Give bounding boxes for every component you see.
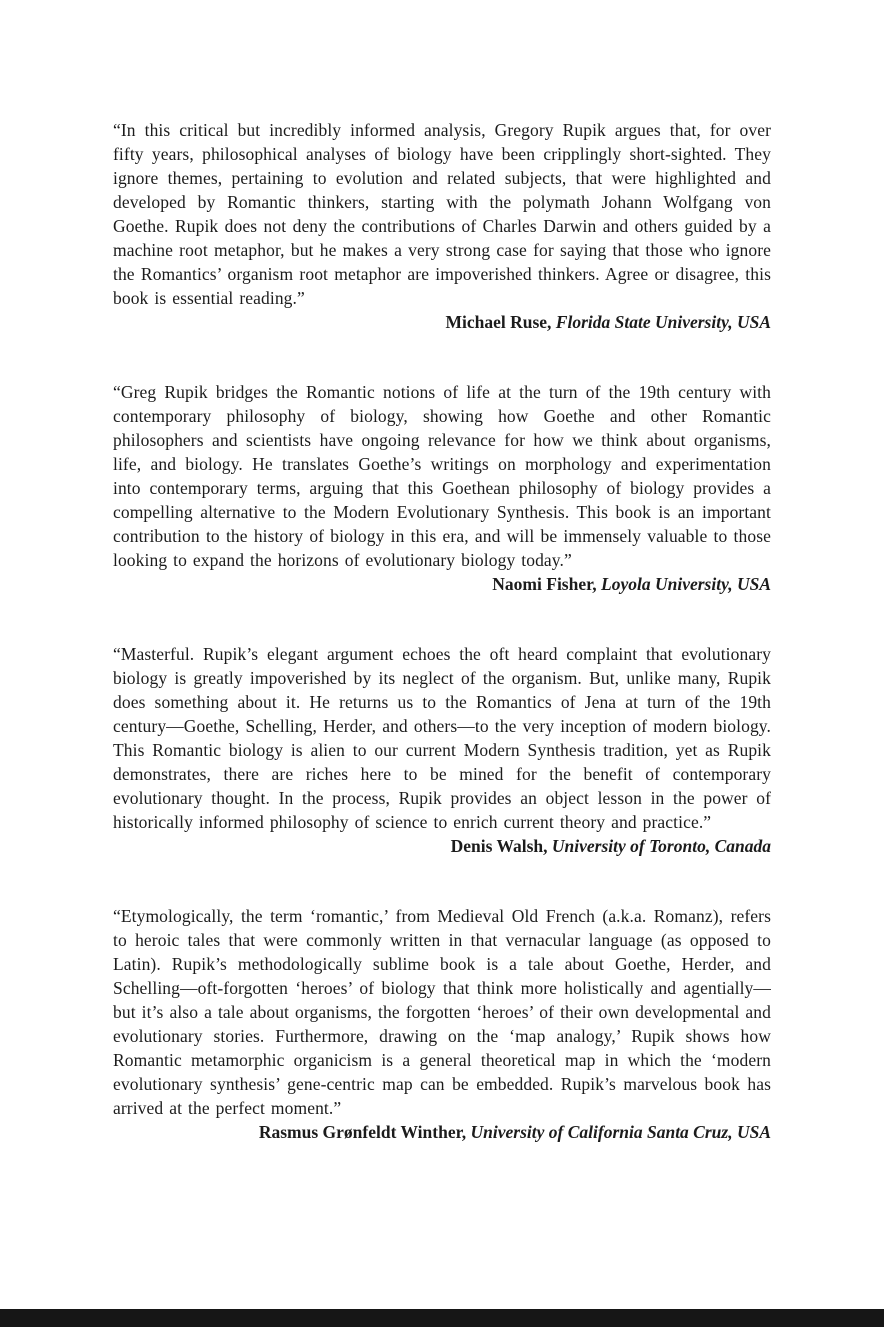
endorsement-quote: “Masterful. Rupik’s elegant argument echoes the oft heard complaint that evolutionary biology is greatly impoverished by its neglect of the organism. But, unlike many, Rupik does something about it. He returns us to the Romantics of Jena at turn of the 19th century—Goethe, Schelling, Herder, and others—to the very inception of modern biology. This Romantic biology is alien to our current Modern Synthesis tradition, yet as Rupik demonstrates, there are riches here to be mined for the benefit of contemporary evolutionary thought. In the process, Rupik provides an object lesson in the power of historically informed philosophy of science to enrich current theory and practice.” bbox=[113, 644, 771, 832]
endorsement-block bbox=[113, 642, 771, 858]
endorsement-block bbox=[113, 904, 771, 1144]
endorsement-attribution bbox=[113, 1120, 771, 1144]
endorser-affiliation: University of California Santa Cruz, USA bbox=[470, 1122, 771, 1142]
endorsements-content bbox=[113, 118, 771, 1190]
endorsement-quote: “Greg Rupik bridges the Romantic notions of life at the turn of the 19th century with contemporary philosophy of biology, showing how Goethe and other Romantic philosophers and scientists have ongoing relevance for how we think about organisms, life, and biology. He translates Goethe’s writings on morphology and experimentation into contemporary terms, arguing that this Goethean philosophy of biology provides a compelling alternative to the Modern Evolutionary Synthesis. This book is an important contribution to the history of biology in this era, and will be immensely valuable to those looking to expand the horizons of evolutionary biology today.” bbox=[113, 382, 771, 570]
endorser-affiliation: Florida State University, USA bbox=[555, 312, 771, 332]
endorsement-attribution bbox=[113, 572, 771, 596]
endorser-name: Naomi Fisher, bbox=[492, 574, 597, 594]
endorsement-block bbox=[113, 380, 771, 596]
endorser-name: Rasmus Grønfeldt Winther, bbox=[258, 1122, 467, 1142]
endorsement-quote: “In this critical but incredibly informed analysis, Gregory Rupik argues that, for over fifty years, philosophical analyses of biology have been cripplingly short-sighted. They ignore themes, pertaining to evolution and related subjects, that were highlighted and developed by Romantic thinkers, starting with the polymath Johann Wolfgang von Goethe. Rupik does not deny the contributions of Charles Darwin and others guided by a machine root metaphor, but he makes a very strong case for saying that those who ignore the Romantics’ organism root metaphor are impoverished thinkers. Agree or disagree, this book is essential reading.” bbox=[113, 120, 771, 308]
endorsement-attribution bbox=[113, 834, 771, 858]
endorser-affiliation: University of Toronto, Canada bbox=[551, 836, 771, 856]
endorser-name: Michael Ruse, bbox=[445, 312, 552, 332]
endorsement-block bbox=[113, 118, 771, 334]
endorsement-attribution bbox=[113, 310, 771, 334]
endorser-affiliation: Loyola University, USA bbox=[601, 574, 771, 594]
endorser-name: Denis Walsh, bbox=[450, 836, 548, 856]
endorsement-quote: “Etymologically, the term ‘romantic,’ from Medieval Old French (a.k.a. Romanz), refers to heroic tales that were commonly written in that vernacular language (as opposed to Latin). Rupik’s methodologically sublime book is a tale about Goethe, Herder, and Schelling—oft-forgotten ‘heroes’ of biology that think more holistically and agentially—but it’s also a tale about organisms, the forgotten ‘heroes’ of their own developmental and evolutionary stories. Furthermore, drawing on the ‘map analogy,’ Rupik shows how Romantic metamorphic organicism is a general theoretical map in which the ‘modern evolutionary synthesis’ gene-centric map can be embedded. Rupik’s marvelous book has arrived at the perfect moment.” bbox=[113, 906, 771, 1118]
bottom-bar bbox=[0, 1309, 884, 1327]
